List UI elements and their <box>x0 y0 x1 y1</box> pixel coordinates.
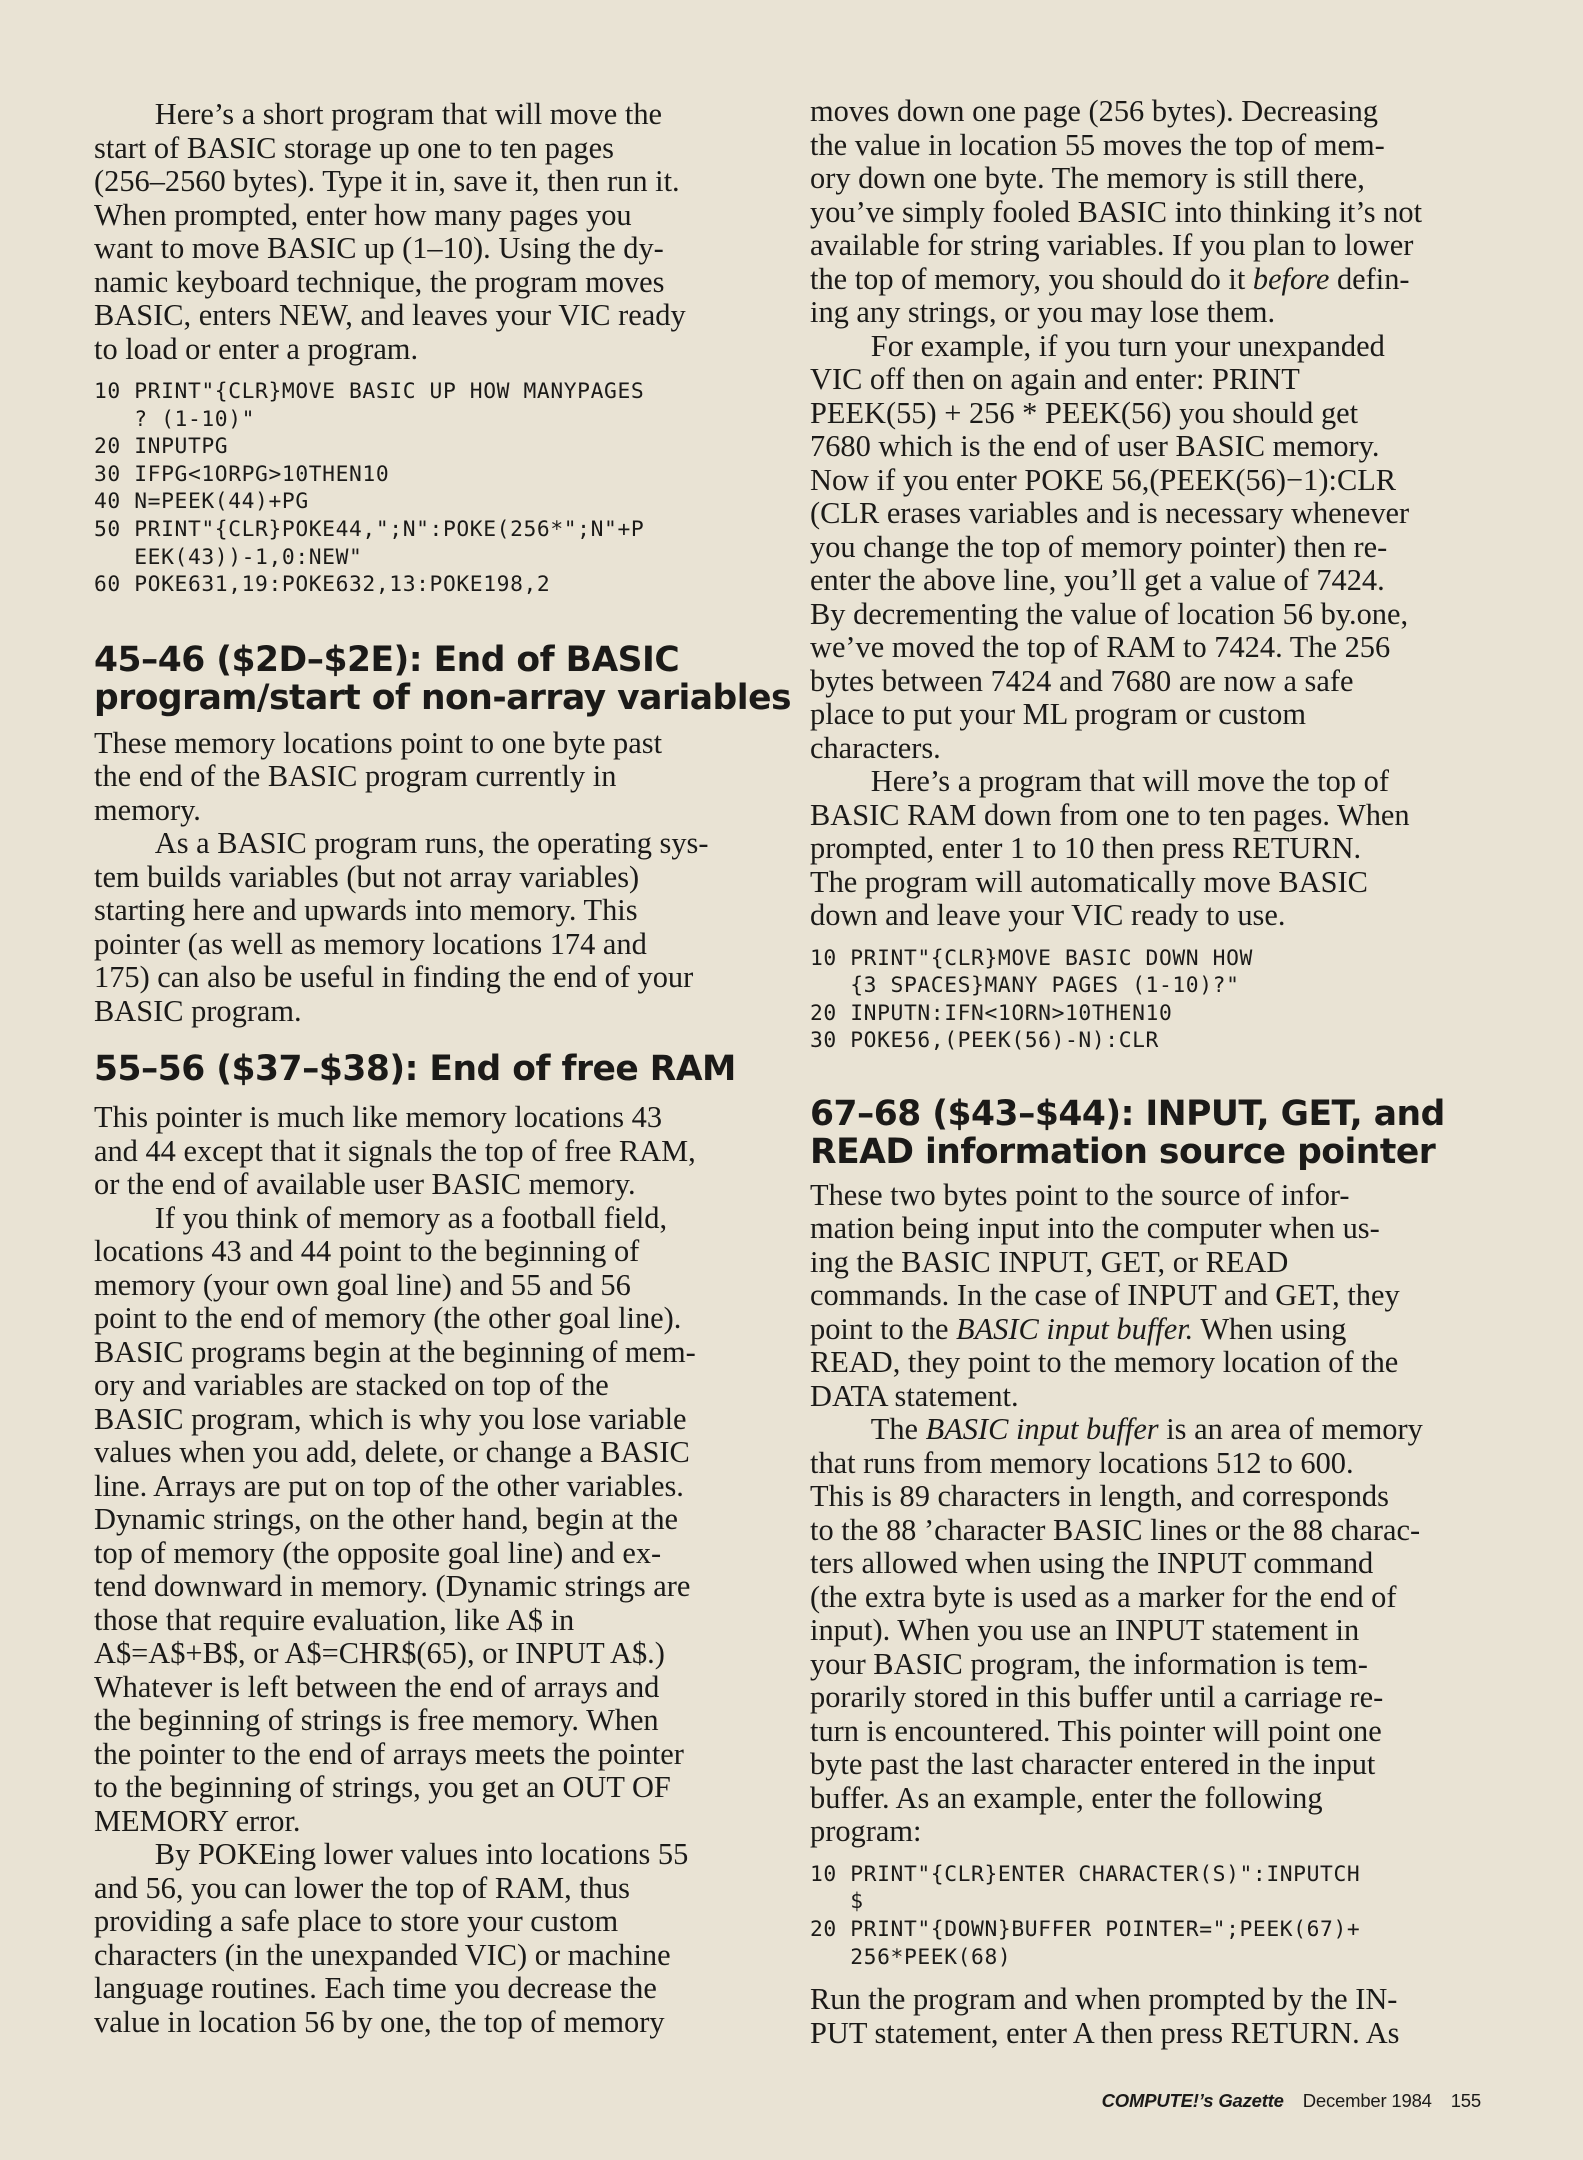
text-line: those that require evaluation, like A$ in <box>94 1602 575 1637</box>
text-line: namic keyboard technique, the program moves <box>94 264 665 299</box>
code-listing <box>810 945 1506 1055</box>
text-line: BASIC program. <box>94 993 302 1028</box>
text-line: DATA statement. <box>810 1378 1019 1413</box>
text-line: mation being input into the computer when us- <box>810 1211 1380 1246</box>
paragraph <box>810 330 1506 766</box>
text-line: input). When you use an INPUT statement in <box>810 1613 1360 1648</box>
code-line: 30 IFPG<1ORPG>10THEN10 <box>94 461 390 487</box>
text-line: and 56, you can lower the top of RAM, thus <box>94 1870 630 1905</box>
text-line: As a BASIC program runs, the operating sys- <box>154 826 709 861</box>
code-line: 10 PRINT"{CLR}MOVE BASIC UP HOW MANYPAGES <box>94 379 645 404</box>
text-line: This pointer is much like memory locations 43 <box>94 1100 663 1135</box>
text-line: BASIC RAM down from one to ten pages. When <box>810 797 1410 832</box>
text-line: program: <box>810 1814 922 1849</box>
text-line: characters (in the unexpanded VIC) or machine <box>94 1937 671 1972</box>
text-line: value in location 56 by one, the top of memory <box>94 2004 665 2039</box>
code-line: 20 INPUTN:IFN<1ORN>10THEN10 <box>810 1000 1173 1026</box>
text-line: ory and variables are stacked on top of the <box>94 1368 609 1403</box>
text-line: The program will automatically move BASIC <box>810 864 1368 899</box>
text-line: Dynamic strings, on the other hand, begin at the <box>94 1502 679 1537</box>
text-line: to load or enter a program. <box>94 331 419 366</box>
left-column <box>94 97 792 2039</box>
code-line: 40 N=PEEK(44)+PG <box>94 489 309 515</box>
text-line: READ, they point to the memory location of the <box>810 1345 1399 1380</box>
text-line: Here’s a program that will move the top of <box>870 764 1389 798</box>
paragraph <box>94 727 780 828</box>
code-line: 20 INPUTPG <box>94 434 229 460</box>
text-line: buffer. As an example, enter the following <box>810 1780 1323 1815</box>
issue-date: December 1984 <box>1302 2090 1432 2111</box>
text-line: When prompted, enter how many pages you <box>94 197 632 232</box>
text-line: pointer (as well as memory locations 174 and <box>94 926 647 961</box>
text-line: These memory locations point to one byte past <box>94 725 663 760</box>
text-line: the pointer to the end of arrays meets the pointer <box>94 1736 684 1771</box>
paragraph <box>810 95 1506 330</box>
text-line: locations 43 and 44 point to the beginning of <box>94 1234 640 1269</box>
text-line: your BASIC program, the information is tem- <box>810 1646 1368 1681</box>
text-line: A$=A$+B$, or A$=CHR$(65), or INPUT A$.) <box>94 1636 665 1671</box>
text-line: turn is encountered. This pointer will point one <box>810 1713 1382 1748</box>
code-line: {3 SPACES}MANY PAGES (1-10)?" <box>810 973 1240 999</box>
paragraph <box>94 1838 780 2039</box>
text-line: ory down one byte. The memory is still there, <box>810 161 1365 195</box>
code-line: 30 POKE56,(PEEK(56)-N):CLR <box>810 1028 1159 1054</box>
text-line: 7680 which is the end of user BASIC memory. <box>810 429 1380 463</box>
text-line: byte past the last character entered in the input <box>810 1747 1376 1782</box>
text-line: bytes between 7424 and 7680 are now a safe <box>810 663 1354 698</box>
text-line: BASIC programs begin at the beginning of mem- <box>94 1334 696 1369</box>
text-line: the beginning of strings is free memory. When <box>94 1703 659 1738</box>
publication-name: COMPUTE!’s Gazette <box>1101 2090 1284 2111</box>
text-line: place to put your ML program or custom <box>810 697 1306 731</box>
paragraph <box>810 1179 1506 1414</box>
text-line: available for string variables. If you plan to lower <box>810 228 1414 262</box>
text-line: we’ve moved the top of RAM to 7424. The 256 <box>810 630 1391 664</box>
code-line: 20 PRINT"{DOWN}BUFFER POINTER=";PEEK(67)+ <box>810 1917 1361 1943</box>
section-heading <box>810 1095 1506 1171</box>
text-line: and 44 except that it signals the top of free RAM, <box>94 1133 696 1168</box>
text-line: moves down one page (256 bytes). Decreasing <box>810 94 1378 128</box>
text-line: BASIC, enters NEW, and leaves your VIC ready <box>94 298 686 332</box>
heading-line: 55–56 ($37–$38): End of free RAM <box>94 1049 736 1090</box>
text-line: porarily stored in this buffer until a carriage re- <box>810 1680 1384 1715</box>
code-line: 50 PRINT"{CLR}POKE44,";N":POKE(256*";N"+P <box>94 516 645 542</box>
text-line: line. Arrays are put on top of the other variables. <box>94 1468 684 1503</box>
page-footer <box>1102 2090 1481 2112</box>
text-line: VIC off then on again and enter: PRINT <box>810 362 1300 396</box>
text-line: (256–2560 bytes). Type it in, save it, then run it. <box>94 164 680 198</box>
text-line: characters. <box>810 730 941 765</box>
code-line: EEK(43))-1,0:NEW" <box>94 544 363 570</box>
text-line: Run the program and when prompted by the IN- <box>810 1982 1398 2017</box>
text-line: values when you add, delete, or change a BASIC <box>94 1435 690 1470</box>
text-line: starting here and upwards into memory. This <box>94 893 638 928</box>
text-line: language routines. Each time you decrease the <box>94 1971 657 2006</box>
text-line: For example, if you turn your unexpanded <box>870 328 1385 363</box>
text-line: BASIC program, which is why you lose variable <box>94 1401 687 1436</box>
text-line: This is 89 characters in length, and corresponds <box>810 1479 1389 1514</box>
paragraph <box>94 827 780 1028</box>
text-line: tem builds variables (but not array variables) <box>94 859 640 894</box>
code-listing <box>94 378 780 599</box>
text-line: that runs from memory locations 512 to 600. <box>810 1445 1354 1480</box>
text-line: point to the end of memory (the other goal line). <box>94 1301 682 1336</box>
heading-line: 67–68 ($43–$44): INPUT, GET, and <box>810 1093 1445 1134</box>
heading-line: 45–46 ($2D–$2E): End of BASIC <box>94 639 680 680</box>
text-line: (the extra byte is used as a marker for the end of <box>810 1579 1397 1614</box>
text-line: Whatever is left between the end of arrays and <box>94 1669 660 1704</box>
code-line: ? (1-10)" <box>94 406 256 432</box>
paragraph <box>810 1413 1506 1849</box>
text-line: These two bytes point to the source of infor- <box>810 1177 1350 1212</box>
text-line: The BASIC input buffer is an area of memory <box>870 1412 1423 1447</box>
heading-line: READ information source pointer <box>810 1131 1436 1172</box>
code-line: 60 POKE631,19:POKE632,13:POKE198,2 <box>94 572 551 598</box>
text-line: prompted, enter 1 to 10 then press RETURN. <box>810 831 1362 865</box>
page-number: 155 <box>1450 2090 1481 2111</box>
right-column <box>810 94 1506 2050</box>
text-line: Here’s a short program that will move the <box>154 97 663 131</box>
text-line: providing a safe place to store your custom <box>94 1904 619 1939</box>
code-listing <box>810 1861 1506 1971</box>
text-line: MEMORY error. <box>94 1803 301 1838</box>
text-line: the top of memory, you should do it before defin- <box>810 261 1410 296</box>
text-line: enter the above line, you’ll get a value of 7424. <box>810 563 1385 597</box>
text-line: memory. <box>94 792 201 827</box>
text-line: (CLR erases variables and is necessary whenever <box>810 496 1410 530</box>
text-line: By decrementing the value of location 56 by.one, <box>810 596 1409 631</box>
text-line: or the end of available user BASIC memory. <box>94 1167 636 1202</box>
code-line: 10 PRINT"{CLR}MOVE BASIC DOWN HOW <box>810 945 1253 971</box>
text-line: to the beginning of strings, you get an OUT OF <box>94 1770 671 1805</box>
text-line: you change the top of memory pointer) then re- <box>810 529 1388 564</box>
paragraph <box>94 98 780 366</box>
text-line: 175) can also be useful in finding the end of your <box>94 960 694 995</box>
text-line: start of BASIC storage up one to ten pages <box>94 130 614 165</box>
text-line: commands. In the case of INPUT and GET, they <box>810 1278 1400 1313</box>
text-line: Now if you enter POKE 56,(PEEK(56)−1):CLR <box>810 462 1397 497</box>
text-line: ing any strings, or you may lose them. <box>810 295 1276 329</box>
code-line: 256*PEEK(68) <box>810 1944 1012 1970</box>
text-line: the end of the BASIC program currently in <box>94 759 617 794</box>
text-line: ters allowed when using the INPUT command <box>810 1546 1374 1581</box>
section-heading <box>94 639 792 718</box>
text-line: point to the BASIC input buffer. When using <box>810 1311 1347 1346</box>
text-line: down and leave your VIC ready to use. <box>810 898 1286 932</box>
text-line: PEEK(55) + 256 * PEEK(56) you should get <box>810 395 1359 430</box>
text-line: PUT statement, enter A then press RETURN. As <box>810 2015 1400 2050</box>
text-line: tend downward in memory. (Dynamic strings are <box>94 1569 691 1604</box>
code-line: $ <box>810 1889 864 1915</box>
paragraph <box>810 1983 1506 2050</box>
text-line: By POKEing lower values into locations 55 <box>154 1837 689 1872</box>
text-line: the value in location 55 moves the top of mem- <box>810 127 1385 162</box>
text-line: you’ve simply fooled BASIC into thinking it’s not <box>810 194 1423 229</box>
section-heading <box>94 1050 780 1088</box>
paragraph <box>94 1101 780 1202</box>
paragraph <box>94 1202 780 1839</box>
text-line: If you think of memory as a football field, <box>154 1200 668 1235</box>
text-line: memory (your own goal line) and 55 and 56 <box>94 1267 631 1302</box>
text-line: want to move BASIC up (1–10). Using the dy- <box>94 231 664 265</box>
text-line: to the 88 ’character BASIC lines or the 88 charac- <box>810 1512 1421 1547</box>
text-line: ing the BASIC INPUT, GET, or READ <box>810 1244 1289 1279</box>
paragraph <box>810 765 1506 933</box>
heading-line: program/start of non-array variables <box>94 677 792 718</box>
code-line: 10 PRINT"{CLR}ENTER CHARACTER(S)":INPUTCH <box>810 1861 1361 1887</box>
text-line: top of memory (the opposite goal line) and ex- <box>94 1535 662 1570</box>
